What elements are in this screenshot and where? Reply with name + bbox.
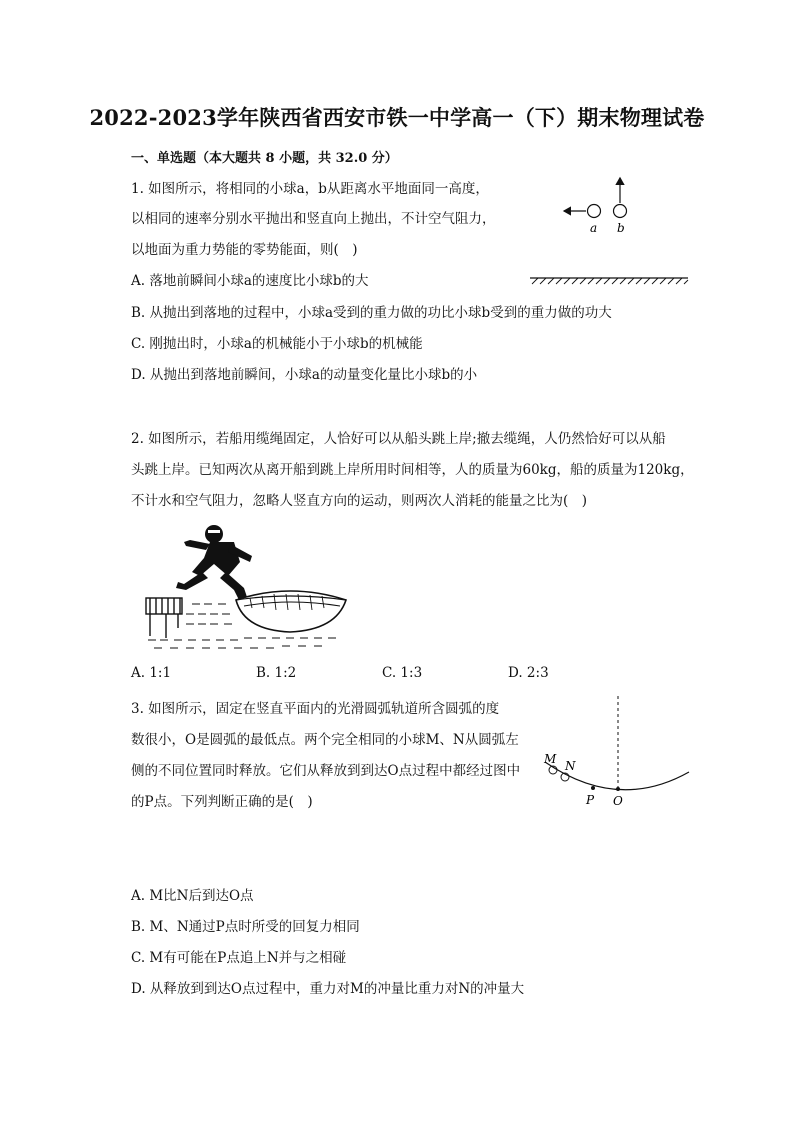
label-m: M	[544, 752, 557, 766]
ball-b-icon	[614, 205, 627, 218]
label-p: P	[586, 793, 595, 807]
q1-option-b: B. 从抛出到落地的过程中，小球a受到的重力做的功比小球b受到的重力做的功大	[131, 305, 612, 321]
label-n: N	[565, 759, 576, 773]
q2-figure	[140, 518, 360, 653]
q1-stem-line-2: 以相同的速率分别水平抛出和竖直向上抛出，不计空气阻力，	[131, 211, 496, 227]
q2-option-c: C. 1:3	[382, 665, 423, 681]
q3-stem-line-4: 的P点。下列判断正确的是( )	[131, 794, 313, 810]
q2-option-d: D. 2:3	[508, 665, 549, 681]
label-o: O	[613, 794, 623, 808]
ground-hatch	[532, 278, 688, 284]
q3-stem-line-1: 3. 如图所示，固定在竖直平面内的光滑圆弧轨道所含圆弧的度	[131, 701, 500, 717]
q3-option-c: C. M有可能在P点追上N并与之相碰	[131, 950, 347, 966]
q3-stem-line-3: 侧的不同位置同时释放。它们从释放到到达O点过程中都经过图中	[131, 763, 521, 779]
dock	[146, 598, 182, 638]
q3-stem-line-2: 数很小，O是圆弧的最低点。两个完全相同的小球M、N从圆弧左	[131, 732, 519, 748]
q2-option-a: A. 1:1	[131, 665, 172, 681]
page-title: 2022-2023学年陕西省西安市铁一中学高一（下）期末物理试卷	[89, 105, 705, 130]
boat-icon	[236, 591, 346, 632]
q2-stem-line-3: 不计水和空气阻力，忽略人竖直方向的运动，则两次人消耗的能量之比为( )	[131, 493, 588, 509]
point-o	[616, 787, 620, 791]
q2-option-b: B. 1:2	[256, 665, 297, 681]
section-heading: 一、单选题（本大题共 8 小题，共 32.0 分）	[131, 151, 398, 166]
ball-a-icon	[588, 205, 601, 218]
point-p	[591, 786, 595, 790]
q1-stem-line-1: 1. 如图所示，将相同的小球a，b从距离水平地面同一高度，	[131, 181, 489, 197]
label-b: b	[617, 221, 625, 235]
label-a: a	[590, 221, 598, 235]
q3-option-b: B. M、N通过P点时所受的回复力相同	[131, 919, 360, 935]
q1-stem-line-3: 以地面为重力势能的零势能面，则( )	[131, 242, 358, 258]
q1-figure	[520, 168, 700, 290]
q3-option-a: A. M比N后到达O点	[131, 888, 254, 904]
q2-stem-line-2: 头跳上岸。已知两次从离开船到跳上岸所用时间相等，人的质量为60kg，船的质量为120kg，	[131, 462, 694, 478]
q1-option-d: D. 从抛出到落地前瞬间，小球a的动量变化量比小球b的小	[131, 367, 478, 383]
q3-option-d: D. 从释放到到达O点过程中，重力对M的冲量比重力对N的冲量大	[131, 981, 525, 997]
person-jumping-icon	[176, 525, 252, 602]
q1-option-c: C. 刚抛出时，小球a的机械能小于小球b的机械能	[131, 336, 423, 352]
q3-figure	[535, 690, 695, 815]
q2-stem-line-1: 2. 如图所示，若船用缆绳固定，人恰好可以从船头跳上岸;撤去缆绳，人仍然恰好可以从船	[131, 431, 666, 447]
q1-option-a: A. 落地前瞬间小球a的速度比小球b的大	[131, 273, 369, 289]
